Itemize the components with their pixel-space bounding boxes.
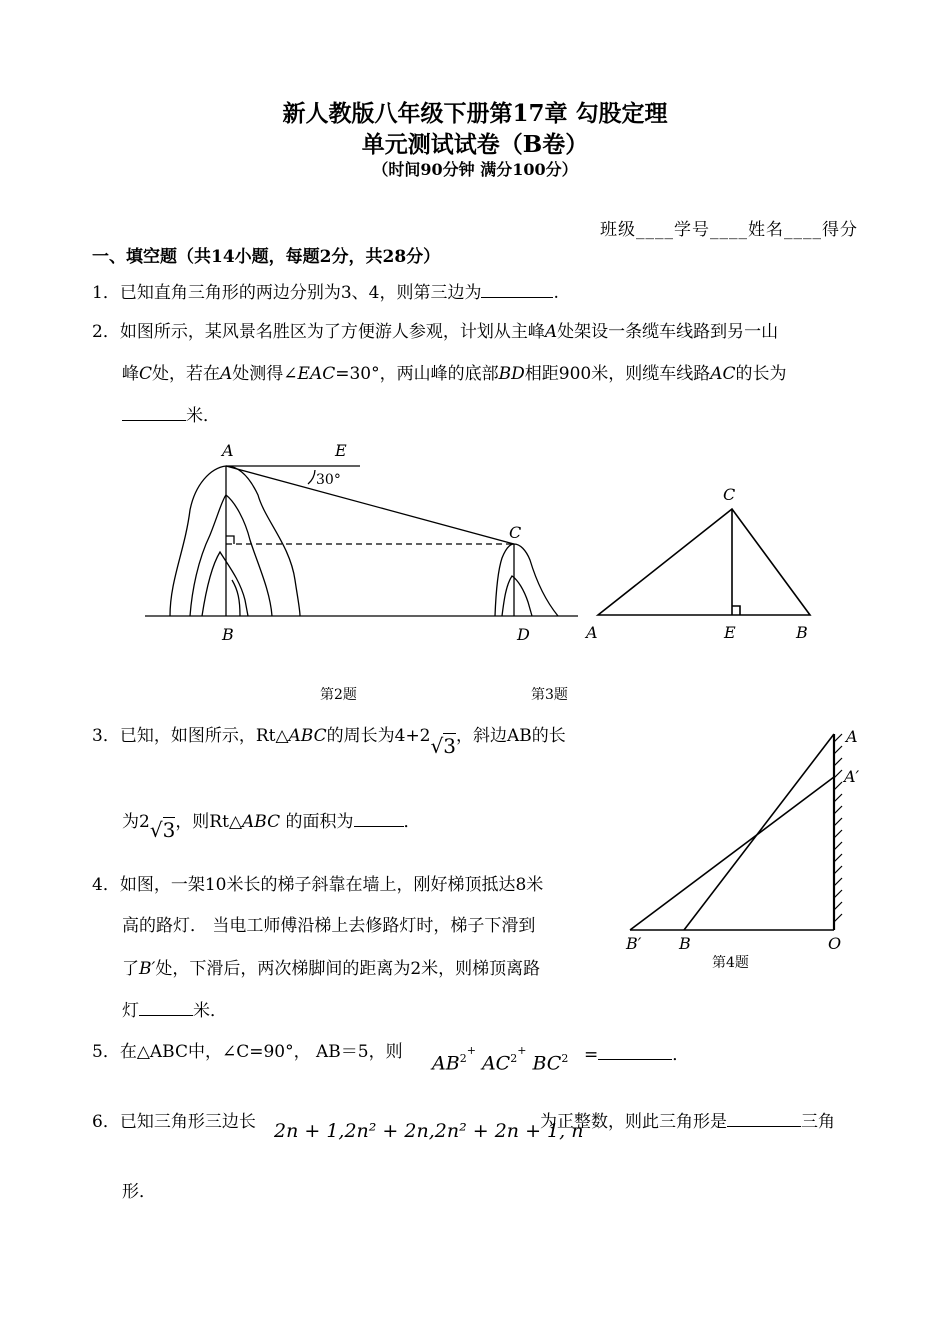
q5-AB: AB (432, 1052, 460, 1075)
student-info-line: 班级____学号____姓名____得分 (600, 220, 858, 240)
q5-expression: $AB^{2+}$ $AC^{2+}$ $BC^2$ (432, 1044, 569, 1075)
q2-text-2b: 处，若在 (152, 364, 221, 384)
fig4-label-A: A (846, 727, 858, 746)
q3-text-2b: ，则Rt△ (175, 812, 243, 832)
fig3-label-B: B (796, 623, 808, 642)
q1-text: 1．已知直角三角形的两边分别为3、4，则第三边为 (92, 283, 482, 303)
q6-text-c: 三角 (801, 1112, 835, 1132)
fig2-mountain-A-ridge2 (202, 552, 248, 616)
q2-text-1b: 处架设一条缆车线路到另一山 (557, 322, 779, 342)
q4-blank (139, 999, 193, 1016)
q2-text-3: 米． (186, 406, 220, 426)
section1-heading: 一、填空题（共14小题，每题2分，共28分） (92, 247, 441, 267)
q3-text-1a: 3．已知，如图所示，Rt△ (92, 726, 289, 746)
q3-blank (354, 810, 404, 827)
fig4-label-Bp: B′ (626, 934, 642, 953)
q2-text-2f: 的长为 (735, 364, 787, 384)
fig2-caption: 第2题 (320, 687, 357, 703)
fig2-angle-arc (308, 470, 315, 484)
q2-var-C: C (139, 364, 153, 384)
q5-answer: = ． (584, 1045, 690, 1065)
q2-text-2c: 处测得∠ (232, 364, 298, 384)
question-4-line3 (122, 957, 540, 981)
question-4-line1 (92, 873, 543, 897)
fig2-mountain-A-ridge1 (190, 495, 272, 616)
page-title-line1: 新人教版八年级下册第17章 勾股定理 (282, 100, 668, 127)
fig2-label-E: E (335, 441, 347, 460)
q3-sqrt-2: √3 (149, 818, 176, 842)
fig3-label-E: E (724, 623, 736, 642)
question-2-line3 (122, 404, 220, 428)
q4-text-1: 4．如图，一架10米长的梯子斜靠在墙上，刚好梯顶抵达8米 (92, 875, 544, 895)
fig4-ladder-AB (684, 734, 834, 930)
q3-sqrt-1: √3 (430, 734, 456, 758)
q4-text-4a: 灯 (122, 1001, 139, 1021)
q3-text-1b: 的周长为4+2 (326, 726, 431, 746)
fig2-label-D: D (517, 625, 530, 644)
question-5 (92, 1040, 403, 1064)
q5-text: 5．在△ABC中，∠C=90°， AB＝5，则 (92, 1042, 403, 1062)
fig3-triangle-ABC (598, 509, 810, 615)
fig4-label-O: O (828, 934, 842, 953)
q5-blank (598, 1043, 672, 1060)
fig2-mountain-A-ridge3 (232, 580, 240, 616)
q4-text-4b: 米． (193, 1001, 227, 1021)
fig4-ladder-ApBp (630, 777, 834, 930)
question-6-line2 (122, 1180, 156, 1204)
question-4-line4 (122, 999, 227, 1023)
q2-var-BD: BD (498, 364, 525, 384)
fig3-label-A: A (586, 623, 598, 642)
page-title-line2: 单元测试试卷（B卷） (361, 131, 589, 158)
q2-text-1: 2．如图所示，某风景名胜区为了方便游人参观，计划从主峰 (92, 322, 545, 342)
fig4-caption: 第4题 (712, 955, 749, 971)
fig2-mountain-A-outline (170, 466, 300, 616)
fig3-right-angle (732, 606, 740, 615)
q3-var-ABC: ABC (288, 726, 327, 746)
question-6-part-a (92, 1110, 256, 1134)
q3-text-2a: 为2 (122, 812, 150, 832)
q4-text-3a: 了 (122, 959, 139, 979)
fig2-mountain-C-outline (495, 544, 558, 616)
fig2-label-angle: 30° (316, 472, 341, 488)
question-3-line1 (92, 722, 566, 758)
q2-var-A: A (544, 322, 558, 342)
figure-3-triangle (582, 482, 817, 647)
q6-text-2: 形． (122, 1182, 156, 1202)
fig4-label-B: B (679, 934, 691, 953)
q5-BC: BC (532, 1052, 562, 1075)
question-1: 1．已知直角三角形的两边分别为3、4，则第三边为 . (92, 283, 559, 303)
q6-text-b: 为正整数，则此三角形是 (540, 1112, 727, 1132)
question-2-line2 (122, 362, 787, 386)
figure-2-mountain-diagram (140, 440, 580, 655)
q3-text-2d: ． (403, 812, 421, 832)
fig2-label-C: C (509, 523, 522, 542)
q2-text-2e: 相距900米，则缆车线路 (524, 364, 711, 384)
q5-AC: AC (481, 1052, 511, 1075)
q6-expression: 2n + 1,2n² + 2n,2n² + 2n + 1, n (274, 1120, 584, 1142)
q2-var-EAC: EAC (297, 364, 336, 384)
q4-text-2: 高的路灯． 当电工师傅沿梯上去修路灯时，梯子下滑到 (122, 916, 536, 936)
figure-4-ladder (622, 722, 867, 972)
fig3-caption: 第3题 (531, 687, 568, 703)
q3-var-ABC-2: ABC (242, 812, 281, 832)
q2-text-2a: 峰 (122, 364, 139, 384)
question-2-line1 (92, 320, 778, 344)
q4-text-3b: 处，下滑后，两次梯脚间的距离为2米，则梯顶离路 (155, 959, 541, 979)
fig4-wall-hatching (834, 734, 842, 922)
q3-text-1c: ，斜边AB的长 (456, 726, 566, 746)
question-4-line2 (122, 914, 535, 938)
question-6-part-b (540, 1110, 835, 1134)
page-subtitle: （时间90分钟 满分100分） (372, 160, 578, 179)
fig2-label-A: A (222, 441, 234, 460)
q2-var-AC: AC (710, 364, 736, 384)
q2-var-A2: A (220, 364, 233, 384)
q6-blank (727, 1110, 801, 1127)
q3-text-2c: 的面积为 (285, 812, 354, 832)
fig2-mountain-C-ridge1 (502, 576, 532, 616)
q2-text-2d: =30°，两山峰的底部 (335, 364, 499, 384)
q1-blank (481, 281, 553, 298)
q6-text-a: 6．已知三角形三边长 (92, 1112, 256, 1132)
fig2-right-angle (226, 536, 234, 544)
fig3-label-C: C (723, 485, 736, 504)
question-3-line2 (122, 808, 421, 842)
fig4-label-Ap: A′ (844, 767, 860, 786)
fig2-cable-AC (226, 466, 514, 544)
q2-blank (122, 404, 186, 421)
fig2-label-B: B (222, 625, 234, 644)
q4-var-Bp: B′ (139, 959, 156, 979)
